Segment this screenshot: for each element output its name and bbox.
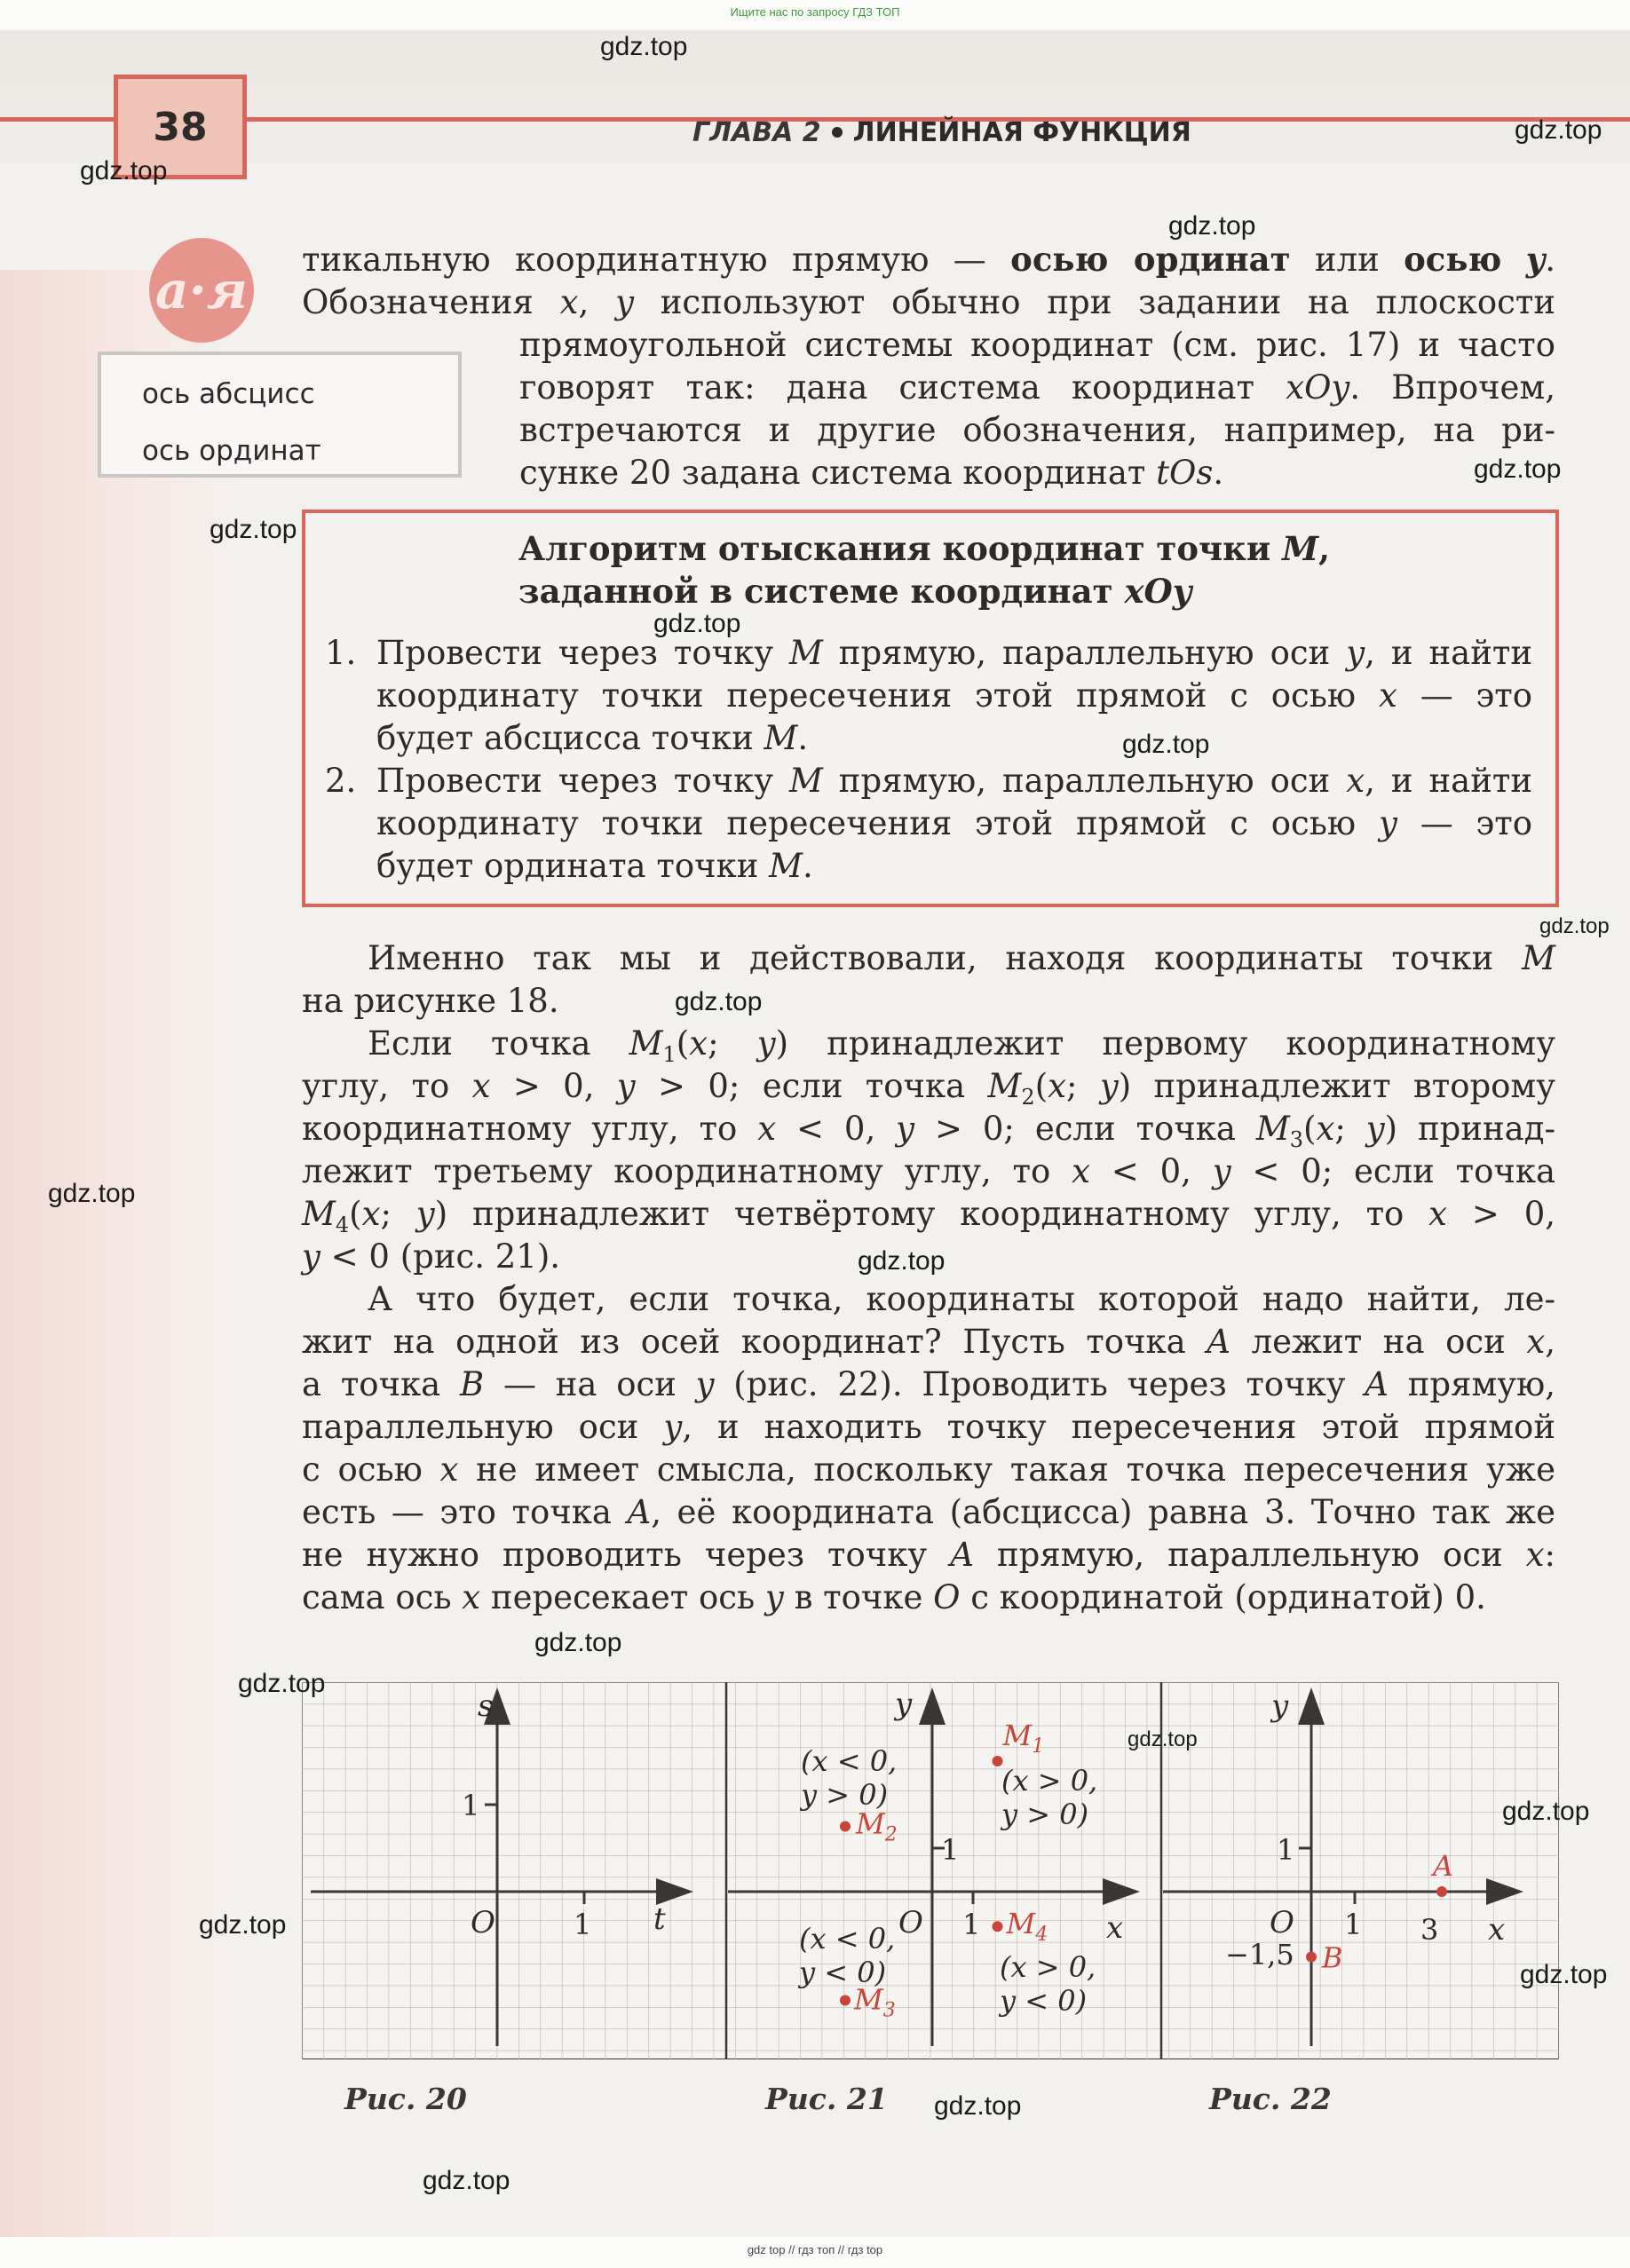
fig20-y-tick-label: 1 [462,1789,480,1822]
watermark: gdz.top [423,2166,510,2195]
watermark: gdz.top [1168,211,1256,241]
glossary-term: ось абсцисс [142,378,315,410]
text-line: говорят так: дана система координат xOy. Впрочем, [519,368,1555,407]
point-m3-label: $M_3$ [854,1982,896,2022]
quadrant-2-condition: y > 0) [801,1778,889,1812]
watermark: gdz.top [1520,1960,1608,1989]
bottom-banner[interactable]: gdz top // гдз топ // гдз top [747,2243,883,2256]
page-number: 38 [153,104,208,150]
watermark: gdz.top [238,1669,326,1698]
fig20-origin-label: O [471,1905,495,1940]
text-line: $M_4(x$; y) принадлежит четвёртому координатному углу, то x > 0, [302,1195,1556,1237]
point-m1-label: $M_1$ [1002,1719,1045,1758]
text-line: с осью x не имеет смысла, поскольку такая точка пересечения уже [302,1450,1555,1489]
paragraph-4 [302,1278,1555,1619]
paragraph-3 [302,1023,1555,1278]
quadrant-1-condition: (x > 0, [1001,1764,1098,1798]
algorithm-step-2: 2. Провести через точку M прямую, параллельную оси x, и найти координату точки пересечения этой прямой с осью y — это будет ордината точки M. [325,762,1532,885]
text-line: а точка B — на оси y (рис. 22). Проводить через точку A прямую, [302,1365,1555,1403]
text-line: А что будет, если точка, координаты которой надо найти, ле- [368,1280,1555,1318]
text-line: встречаются и другие обозначения, например, на ри- [519,411,1555,449]
figure-21-caption: Рис. 21 [765,2082,888,2116]
text-line: лежит третьему координатному углу, то x < 0, y < 0; если точка [302,1152,1555,1190]
text-line: углу, то x > 0, y > 0; если точка $M_2(x$; y) принадлежит второму [302,1067,1555,1110]
point-a-label: A [1433,1849,1454,1883]
text-line: жит на одной из осей координат? Пусть точка A лежит на оси x, [302,1323,1555,1361]
quadrant-3-condition: y < 0) [799,1956,887,1989]
fig22-y-axis-label: y [1271,1688,1289,1724]
paragraph-1 [302,238,1555,494]
algorithm-title: Алгоритм отыскания координат точки M, заданной в системе координат xOy [518,529,1331,611]
fig22-a-value-label: 3 [1420,1913,1439,1947]
watermark: gdz.top [1539,914,1610,938]
fig22-b-value-label: −1,5 [1225,1938,1294,1972]
point-m2-marker [840,1822,851,1832]
text-line: y < 0 (рис. 21). [302,1237,561,1276]
fig21-y-axis-label: y [895,1687,913,1722]
figures-panel [302,1682,1559,2059]
text-line: Если точка $M_1(x$; y) принадлежит первому координатному [368,1024,1555,1067]
dictionary-logo-icon [149,238,254,343]
bullet-icon [832,127,843,138]
text-line: координатному углу, то x < 0, y > 0; если точка $M_3(x$; y) принад- [302,1110,1555,1152]
point-b-label: B [1322,1940,1343,1975]
watermark: gdz.top [934,2091,1022,2121]
figure-22-caption: Рис. 22 [1209,2082,1332,2116]
watermark: gdz.top [48,1179,136,1208]
text-line: на рисунке 18. [302,982,559,1020]
logo-text: a·я [155,260,248,320]
fig22-y-tick-label: 1 [1277,1833,1295,1867]
quadrant-4-condition: (x > 0, [1000,1950,1096,1984]
fig21-y-tick-label: 1 [941,1833,960,1867]
watermark: gdz.top [1474,454,1562,484]
text-line: сунке 20 задана система координат tOs. [519,454,1224,492]
algorithm-step-1: 1. Провести через точку M прямую, параллельную оси y, и найти координату точки пересечения этой прямой с осью x — это будет абсцисса точки M. [325,634,1533,757]
fig20-x-tick-label: 1 [574,1908,592,1941]
text-line: не нужно проводить через точку A прямую, параллельную оси x: [302,1536,1555,1574]
point-m1-marker [993,1756,1003,1766]
watermark: gdz.top [858,1246,946,1276]
paragraph-2 [302,937,1555,1023]
watermark: gdz.top [600,32,688,61]
point-m4-label: $M_4$ [1006,1907,1048,1947]
text-line: Обозначения x, y используют обычно при задании на плоскости [302,283,1555,321]
point-a-marker [1436,1886,1447,1897]
watermark: gdz.top [199,1910,287,1940]
quadrant-4-condition: y < 0) [1000,1984,1088,2018]
point-m3-marker [840,1995,851,2006]
fig21-x-axis-label: x [1106,1910,1124,1946]
watermark: gdz.top [210,515,297,544]
quadrant-3-condition: (x < 0, [799,1922,896,1956]
coordinate-figures [302,1682,1559,2059]
algorithm-box [302,510,1559,907]
fig20-y-axis-label: s [478,1688,494,1724]
fig22-origin-label: O [1270,1905,1294,1940]
fig21-x-tick-label: 1 [962,1908,981,1941]
quadrant-1-condition: y > 0) [1001,1798,1089,1831]
point-m4-marker [993,1921,1003,1932]
watermark: gdz.top [1502,1797,1590,1826]
watermark: gdz.top [1128,1727,1198,1751]
point-m2-label: $M_2$ [856,1806,898,1846]
text-line: Именно так мы и действовали, находя координаты точки M [368,939,1555,977]
fig22-x-tick-label: 1 [1344,1908,1363,1941]
watermark: gdz.top [675,987,763,1016]
figure-20-caption: Рис. 20 [344,2082,467,2116]
fig22-x-axis-label: x [1488,1912,1506,1948]
chapter-heading [692,117,1191,148]
text-line: параллельную оси y, и находить точку пересечения этой прямой [302,1408,1555,1446]
watermark: gdz.top [653,609,741,638]
left-margin [0,270,249,2237]
text-line: прямоугольной системы координат (см. рис. 17) и часто [519,326,1555,364]
chapter-title: ЛИНЕЙНАЯ ФУНКЦИЯ [852,117,1191,148]
glossary-term: ось ординат [142,435,321,467]
watermark: gdz.top [80,156,168,186]
watermark: gdz.top [534,1628,622,1657]
fig21-origin-label: O [898,1905,923,1940]
chapter-label: ГЛАВА 2 [692,117,821,148]
top-search-banner[interactable]: Ищите нас по запросу ГДЗ ТОП [730,5,900,19]
text-line: сама ось x пересекает ось y в точке O с координатой (ординатой) 0. [302,1578,1486,1616]
quadrant-2-condition: (x < 0, [801,1744,898,1778]
fig20-x-axis-label: t [653,1901,666,1937]
watermark: gdz.top [1515,115,1602,145]
text-line: есть — это точка A, её координата (абсцисса) равна 3. Точно так же [302,1493,1555,1531]
text-line: тикальную координатную прямую — осью ординат или осью y. [302,240,1556,279]
point-b-marker [1306,1952,1317,1963]
watermark: gdz.top [1122,730,1210,759]
